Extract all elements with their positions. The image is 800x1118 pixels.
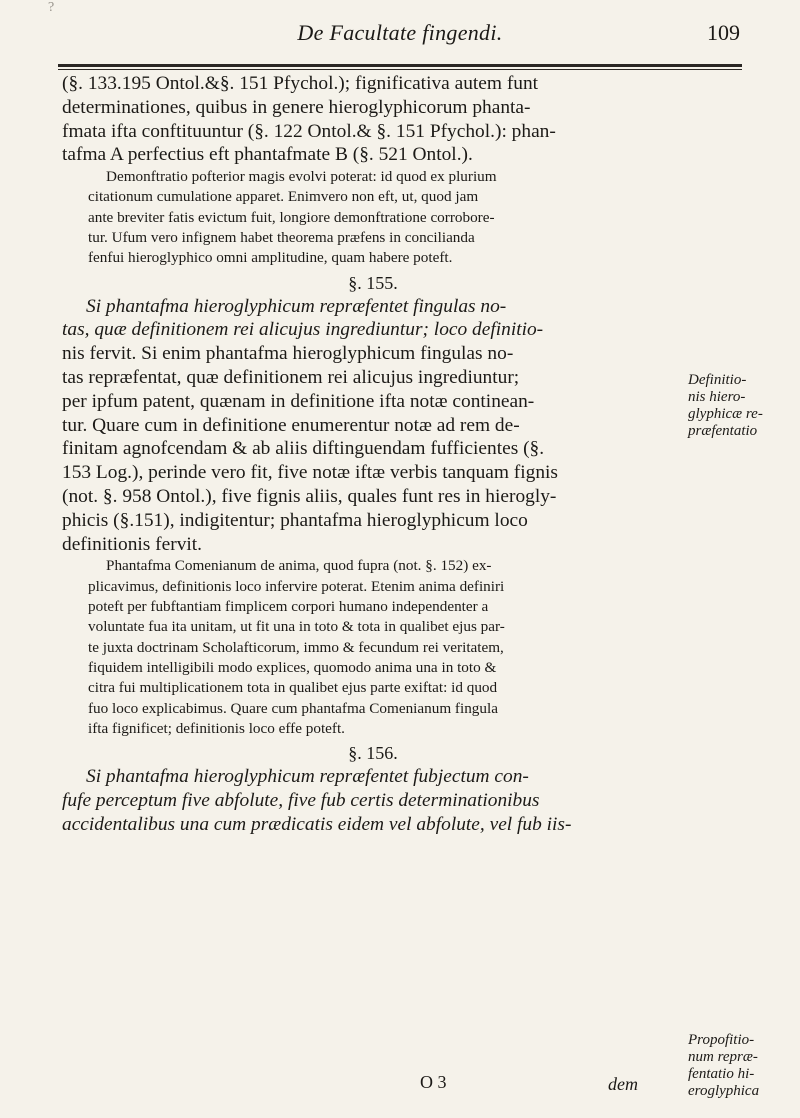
note-line: citra fui multiplicationem tota in qualibet ejus parte exiftat: id quod [88, 679, 498, 697]
signature-mark: O 3 [420, 1072, 447, 1092]
margin-note [688, 1032, 796, 1100]
section-number: §. 156. [348, 743, 398, 764]
text-line: determinationes, quibus in genere hieroglyphicorum phanta- [62, 96, 531, 118]
text-line: per ipfum patent, quænam in definitione ifta notæ continean- [62, 390, 535, 412]
note-line: fuo loco explicabimus. Quare cum phantafma Comenianum fingula [88, 699, 498, 717]
note-paragraph [62, 167, 684, 268]
proposition-line: tas, quæ definitionem rei alicujus ingrediuntur; loco definitio- [62, 319, 544, 341]
paragraph-continued [62, 72, 684, 167]
note-line: Phantafma Comenianum de anima, quod fupra (not. §. 152) ex- [106, 557, 492, 575]
section-156-text [62, 765, 684, 836]
catchword: dem [608, 1074, 638, 1094]
text-line: fmata ifta conftituuntur (§. 122 Ontol.& §. 151 Pfychol.): phan- [62, 120, 556, 142]
margin-line: num repræ- [688, 1049, 758, 1065]
note-line: citationum cumulatione apparet. Enimvero non eft, ut, quod jam [88, 188, 479, 206]
proposition-line: accidentalibus una cum prædicatis eidem vel abfolute, vel fub iis- [62, 813, 572, 835]
text-line: (not. §. 958 Ontol.), five fignis aliis, quales funt res in hierogly- [62, 486, 557, 508]
margin-line: eroglyphica [688, 1083, 760, 1099]
header-rule [58, 64, 742, 67]
page-header [60, 18, 740, 54]
margin-line: fentatio hi- [688, 1066, 755, 1082]
note-line: fiquidem intelligibili modo explices, quomodo anima una in toto & [88, 658, 497, 676]
text-line: nis fervit. Si enim phantafma hieroglyphicum fingulas no- [62, 343, 514, 365]
proposition-line: fufe perceptum five abfolute, five fub certis determinationibus [62, 789, 540, 811]
section-number: §. 155. [348, 272, 398, 293]
text-line: tafma A perfectius eft phantafmate B (§. 521 Ontol.). [62, 144, 473, 166]
proposition-line: Si phantafma hieroglyphicum repræfentet fingulas no- [86, 295, 507, 317]
note-line: tur. Ufum vero infignem habet theorema præfens in concilianda [88, 229, 475, 247]
note-line: ifta fignificet; definitionis loco effe poteft. [88, 719, 345, 737]
note-line: poteft per fubftantiam fimplicem corpori humano independenter a [88, 598, 489, 616]
text-line: tur. Quare cum in definitione enumerentur notæ ad rem de- [62, 414, 520, 436]
note-line: ante breviter fatis evictum fuit, longiore demonftratione corrobore- [88, 208, 495, 226]
text-line: finitam agnofcendam & ab aliis diftinguendam fufficientes (§. [62, 438, 545, 460]
text-line: 153 Log.), perinde vero fit, five notæ iftæ verbis tanquam fignis [62, 462, 558, 484]
proposition-line: Si phantafma hieroglyphicum repræfentet fubjectum con- [86, 766, 529, 788]
margin-line: glyphicæ re- [688, 406, 763, 422]
margin-line: Propofitio- [688, 1032, 755, 1048]
text-line: tas repræfentat, quæ definitionem rei alicujus ingrediuntur; [62, 367, 520, 389]
note-line: Demonftratio pofterior magis evolvi poterat: id quod ex plurium [106, 168, 497, 186]
text-line: (§. 133.195 Ontol.&§. 151 Pfychol.); fignificativa autem funt [62, 73, 539, 94]
header-rule-thin [58, 69, 742, 70]
page-number: 109 [707, 20, 740, 45]
margin-line: nis hiero- [688, 389, 746, 405]
note-line: te juxta doctrinam Scholafticorum, immo & fecundum rei veritatem, [88, 638, 504, 656]
margin-note [688, 372, 796, 440]
text-line: phicis (§.151), indigitentur; phantafma hieroglyphicum loco [62, 509, 528, 531]
text-column [62, 72, 684, 837]
note-line: fenfui hieroglyphico omni amplitudine, quam habere poteft. [88, 249, 453, 267]
text-line: definitionis fervit. [62, 533, 203, 555]
note-line: voluntate fua ita unitam, ut fit una in toto & tota in qualibet ejus par- [88, 618, 505, 636]
section-155-text [62, 295, 684, 557]
note-paragraph [62, 556, 684, 739]
corner-mark: ? [48, 0, 55, 15]
margin-line: præfentatio [688, 423, 758, 439]
note-line: plicavimus, definitionis loco infervire poterat. Etenim anima definiri [88, 577, 505, 595]
running-title: De Facultate fingendi. [297, 20, 503, 45]
margin-line: Definitio- [688, 372, 747, 388]
